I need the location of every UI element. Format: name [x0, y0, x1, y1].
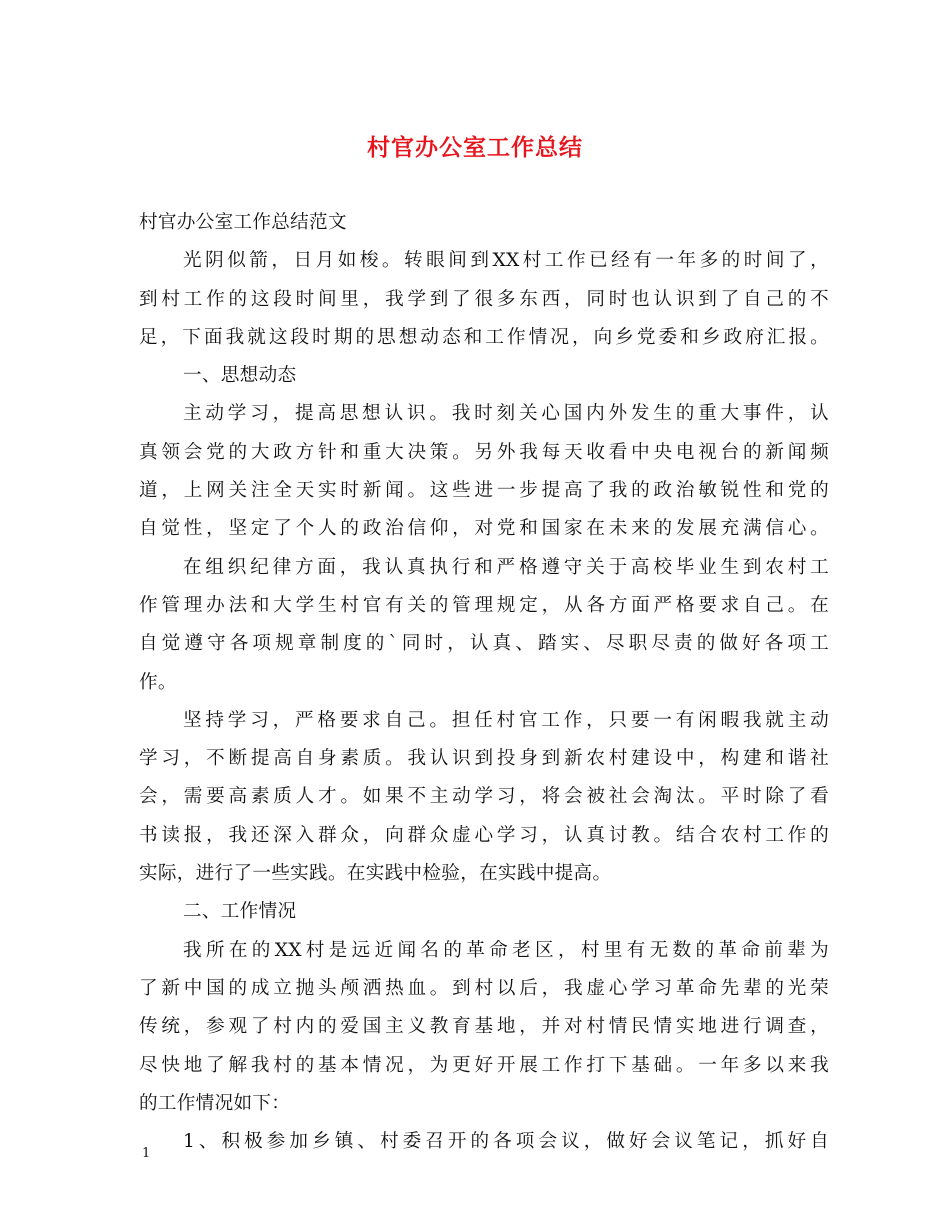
text-line: 光阴似箭，日月如梭。转眼间到XX村工作已经有一年多的时间了， [183, 250, 829, 272]
text-line: 坚持学习，严格要求自己。担任村官工作，只要一有闲暇我就主动 [183, 709, 829, 731]
text-line: 实际，进行了一些实践。在实践中检验，在实践中提高。 [139, 863, 612, 885]
text-line: 自觉性，坚定了个人的政治信仰，对党和国家在未来的发展充满信心。 [139, 518, 829, 540]
text-line: 我所在的XX村是远近闻名的革命老区，村里有无数的革命前辈为 [183, 939, 829, 961]
text-line: 二、工作情况 [183, 901, 297, 923]
text-line: 了新中国的成立抛头颅洒热血。到村以后，我虚心学习革命先辈的光荣 [139, 977, 829, 999]
text-line: 主动学习，提高思想认识。我时刻关心国内外发生的重大事件，认 [183, 403, 829, 425]
text-line: 一、思想动态 [183, 365, 297, 387]
text-line: 学习，不断提高自身素质。我认识到投身到新农村建设中，构建和谐社 [139, 748, 829, 770]
text-line: 村官办公室工作总结范文 [139, 212, 347, 233]
text-line: 书读报，我还深入群众，向群众虚心学习，认真讨教。结合农村工作的 [139, 824, 829, 846]
text-line: 真领会党的大政方针和重大决策。另外我每天收看中央电视台的新闻频 [139, 441, 829, 463]
text-line: 作。 [139, 671, 177, 693]
text-line: 作管理办法和大学生村官有关的管理规定，从各方面严格要求自己。在 [139, 594, 829, 616]
text-line: 足，下面我就这段时期的思想动态和工作情况，向乡党委和乡政府汇报。 [139, 326, 829, 348]
document-title: 村官办公室工作总结 [367, 134, 583, 161]
text-line: 传统，参观了村内的爱国主义教育基地，并对村情民情实地进行调查， [139, 1016, 829, 1038]
page-number: 1 [142, 1146, 151, 1161]
text-line: 的工作情况如下： [139, 1092, 291, 1114]
text-line: 道，上网关注全天实时新闻。这些进一步提高了我的政治敏锐性和党的 [139, 480, 829, 502]
text-line: 尽快地了解我村的基本情况，为更好开展工作打下基础。一年多以来我 [139, 1054, 829, 1076]
text-line: 1、积极参加乡镇、村委召开的各项会议，做好会议笔记，抓好自 [183, 1131, 829, 1153]
text-line: 自觉遵守各项规章制度的`同时，认真、踏实、尽职尽责的做好各项工 [139, 633, 829, 655]
text-line: 到村工作的这段时间里，我学到了很多东西，同时也认识到了自己的不 [139, 288, 829, 310]
document-body [139, 204, 829, 1161]
text-line: 会，需要高素质人才。如果不主动学习，将会被社会淘汰。平时除了看 [139, 786, 829, 808]
text-line: 在组织纪律方面，我认真执行和严格遵守关于高校毕业生到农村工 [183, 556, 829, 578]
